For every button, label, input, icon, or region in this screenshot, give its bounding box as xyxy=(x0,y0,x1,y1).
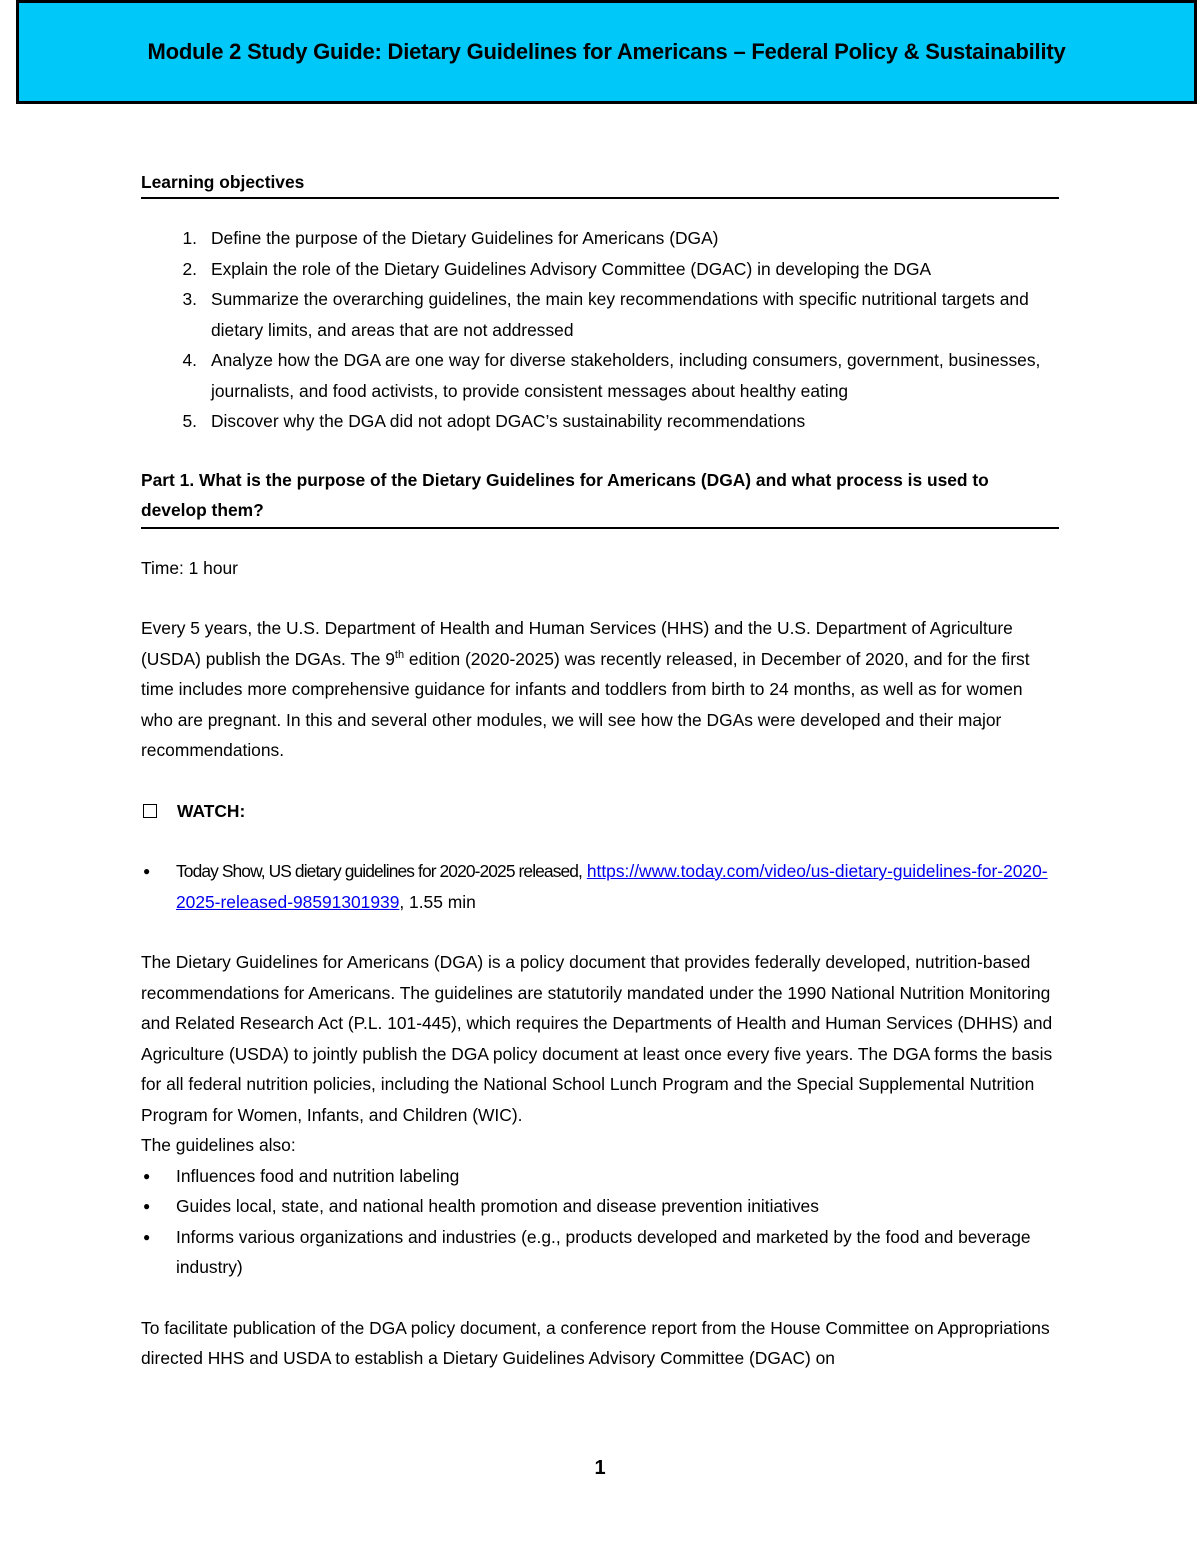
learning-objectives-list xyxy=(141,223,1059,437)
page-number: 1 xyxy=(594,1457,606,1479)
document-title: Module 2 Study Guide: Dietary Guidelines for Americans – Federal Policy & Sustainability xyxy=(147,39,1066,64)
list-item xyxy=(141,856,1059,917)
list-item: 4. Analyze how the DGA are one way for diverse stakeholders, including consumers, government, businesses, journalists, and food activists, to provide consistent messages about healthy eating xyxy=(182,350,1041,401)
guidelines-also-list xyxy=(141,1161,1059,1283)
part1-heading: Part 1. What is the purpose of the Dietary Guidelines for Americans (DGA) and what process is used to develop them? xyxy=(141,465,1059,529)
bullet-icon: ● xyxy=(143,1229,151,1244)
closing-paragraph: To facilitate publication of the DGA policy document, a conference report from the House Committee on Appropriations directed HHS and USDA to establish a Dietary Guidelines Advisory Committee (DGAC) on xyxy=(141,1317,1050,1368)
list-item: ● Influences food and nutrition labeling xyxy=(141,1161,1059,1192)
learning-objectives-heading: Learning objectives xyxy=(141,168,1059,199)
video-source: Today Show, US dietary guidelines for 2020-2025 released, xyxy=(176,861,582,881)
list-item: 5. Discover why the DGA did not adopt DGAC’s sustainability recommendations xyxy=(182,411,806,431)
list-item: 3. Summarize the overarching guidelines, the main key recommendations with specific nutritional targets and dietary limits, and areas that are not addressed xyxy=(182,289,1029,340)
dga-paragraph: The Dietary Guidelines for Americans (DGA) is a policy document that provides federally developed, nutrition-based recommendations for Americans. The guidelines are statutorily mandated under the 1990 National Nutrition Monitoring and Related Research Act (P.L. 101-445), which requires the Departments of Health and Human Services (DHHS) and Agriculture (USDA) to jointly publish the DGA policy document at least once every five years. The DGA forms the basis for all federal nutrition policies, including the National School Lunch Program and the Special Supplemental Nutrition Program for Women, Infants, and Children (WIC). xyxy=(141,952,1053,1125)
bullet-icon: ● xyxy=(143,864,151,878)
bullet-icon: ● xyxy=(143,1168,151,1183)
list-item: ● Guides local, state, and national health promotion and disease prevention initiatives xyxy=(141,1191,1059,1222)
list-item: ● Informs various organizations and industries (e.g., products developed and marketed by the food and beverage industry) xyxy=(141,1222,1059,1283)
list-item: 1. Define the purpose of the Dietary Guidelines for Americans (DGA) xyxy=(182,228,719,248)
video-link[interactable]: https://www.today.com/video/us-dietary-guidelines-for-2020-2025-released-98591301939 xyxy=(176,861,1048,912)
time-estimate: Time: 1 hour xyxy=(141,557,238,578)
title-banner xyxy=(16,0,1197,104)
watch-label: WATCH: xyxy=(177,800,246,821)
checkbox-icon[interactable] xyxy=(143,804,157,818)
video-duration: , 1.55 min xyxy=(399,891,476,912)
watch-section xyxy=(141,796,1059,827)
video-list xyxy=(141,856,1059,917)
bullet-icon: ● xyxy=(143,1199,151,1213)
guidelines-also-label: The guidelines also: xyxy=(141,1135,296,1155)
intro-paragraph: Every 5 years, the U.S. Department of Health and Human Services (HHS) and the U.S. Department of Agriculture (USDA) publish the DGAs. The 9th edition (2020-2025) was recently released, in December of 2020, and for the first time includes more comprehensive guidance for infants and toddlers from birth to 24 months, as well as for women who are pregnant. In this and several other modules, we will see how the DGAs were developed and their major recommendations. xyxy=(141,618,1030,760)
document-body xyxy=(141,168,1059,1374)
list-item: 2. Explain the role of the Dietary Guidelines Advisory Committee (DGAC) in developing the DGA xyxy=(182,258,932,279)
